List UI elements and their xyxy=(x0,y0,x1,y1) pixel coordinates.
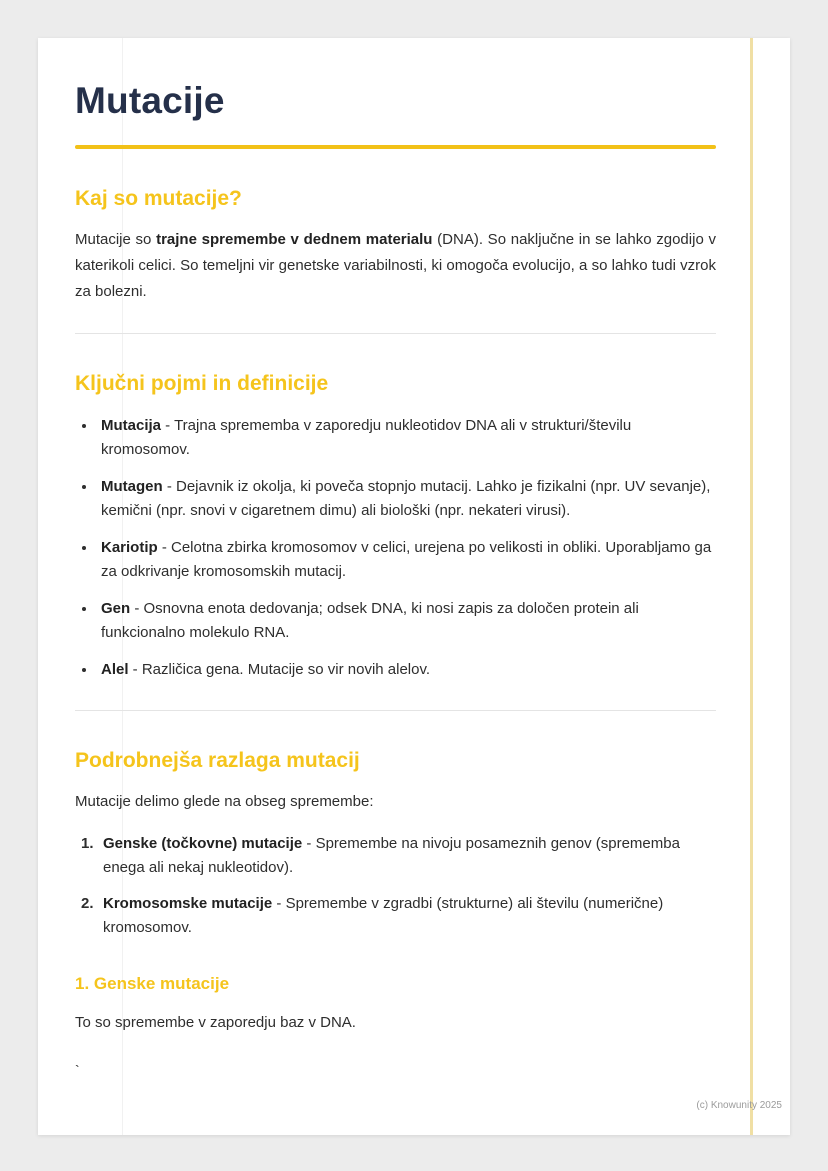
section-heading-detail: Podrobnejša razlaga mutacij xyxy=(75,749,360,773)
stray-backtick-text: ` xyxy=(75,1061,80,1078)
term-description: - Dejavnik iz okolja, ki poveča stopnjo mutacij. Lahko je fizikalni (npr. UV sevanje), kemični (npr. snovi v cigaretnem dimu) ali biološki (npr. nekateri virusi). xyxy=(101,478,711,520)
title-underline-rule xyxy=(75,145,716,149)
mutation-types-numbered-list xyxy=(75,832,716,940)
list-item-text xyxy=(103,892,716,940)
term-label: Kromosomske mutacije xyxy=(103,894,273,912)
term-description: - Različica gena. Mutacije so vir novih alelov. xyxy=(128,661,431,679)
list-number: 2. xyxy=(81,894,94,912)
term-label: Mutacija xyxy=(101,417,162,435)
section-heading-what: Kaj so mutacije? xyxy=(75,186,242,210)
term-description: - Spremembe na nivoju posameznih genov (sprememba enega ali nekaj nukleotidov). xyxy=(103,834,680,876)
page-title: Mutacije xyxy=(75,80,225,121)
footer-credit: (c) Knowunity 2025 xyxy=(696,1100,782,1111)
list-item xyxy=(97,475,716,523)
list-item-text xyxy=(103,832,716,880)
section-heading-terms: Ključni pojmi in definicije xyxy=(75,372,329,396)
term-description: - Celotna zbirka kromosomov v celici, urejena po velikosti in obliki. Uporabljamo ga za odkrivanje kromosomskih mutacij. xyxy=(101,539,712,581)
list-number: 1. xyxy=(81,834,94,852)
sub-heading-genske-mutacije: 1. Genske mutacije xyxy=(75,973,230,993)
paragraph-what-prefix: Mutacije so xyxy=(75,230,157,248)
paragraph-what-bold: trajne spremembe v dednem materialu xyxy=(156,230,433,248)
list-item xyxy=(97,658,716,682)
list-item xyxy=(97,536,716,584)
list-item xyxy=(81,892,716,940)
document-page xyxy=(38,38,790,1135)
notebook-margin-line-right xyxy=(750,38,753,1135)
section-divider xyxy=(75,710,716,711)
term-description: - Spremembe v zgradbi (strukturne) ali številu (numerične) kromosomov. xyxy=(103,894,664,936)
list-item xyxy=(97,597,716,645)
term-label: Kariotip xyxy=(101,539,158,557)
paragraph-genske: To so spremembe v zaporedju baz v DNA. xyxy=(75,1013,356,1031)
terms-bullet-list xyxy=(75,414,716,682)
paragraph-detail-intro: Mutacije delimo glede na obseg spremembe: xyxy=(75,793,374,811)
term-description: - Trajna sprememba v zaporedju nukleotidov DNA ali v strukturi/številu kromosomov. xyxy=(101,417,632,459)
paragraph-what xyxy=(75,227,716,306)
section-divider xyxy=(75,333,716,334)
list-item xyxy=(97,414,716,462)
term-description: - Osnovna enota dedovanja; odsek DNA, ki nosi zapis za določen protein ali funkcionalno molekulo RNA. xyxy=(101,600,639,642)
term-label: Genske (točkovne) mutacije xyxy=(103,834,303,852)
term-label: Mutagen xyxy=(101,478,163,496)
paragraph-what-rest: (DNA). So naključne in se lahko zgodijo v katerikoli celici. So temeljni vir genetske variabilnosti, ki omogoča evolucijo, a so lahko tudi vzrok za bolezni. xyxy=(75,230,716,301)
list-item xyxy=(81,832,716,880)
document-content xyxy=(75,80,716,1078)
term-label: Gen xyxy=(101,600,131,618)
term-label: Alel xyxy=(101,661,129,679)
